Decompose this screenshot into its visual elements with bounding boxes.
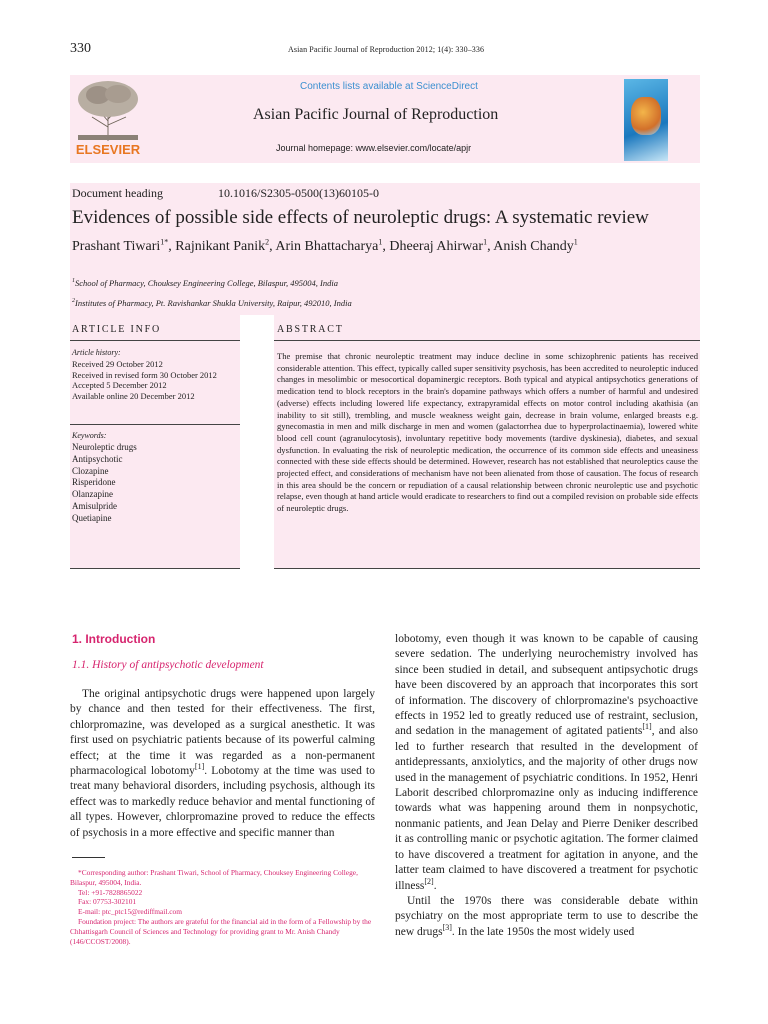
footnote-divider xyxy=(72,857,105,858)
email[interactable]: E-mail: ptc_ptc15@rediffmail.com xyxy=(78,907,182,917)
author-list: Prashant Tiwari$^{1*}$, Rajnikant Panik$^2$, Arin Bhattacharya$^1$, Dheeraj Ahirwar$^1$, Anish Chandy$^1$ xyxy=(72,237,578,254)
article-title: Evidences of possible side effects of neuroleptic drugs: A systematic review xyxy=(72,207,649,228)
journal-homepage[interactable]: Journal homepage: www.elsevier.com/locate/apjr xyxy=(276,143,472,153)
section-heading: 1. Introduction xyxy=(72,632,156,646)
paragraph xyxy=(395,894,698,940)
elsevier-logo xyxy=(70,77,146,157)
tree-icon xyxy=(70,77,146,143)
fax: Fax: 07753-302101 xyxy=(78,897,137,907)
divider xyxy=(70,568,240,569)
paragraph-text: , and also led to further research that resulted in the development of antidepressants, anxiolytics, and the majority of other drugs now used in the management of psychiatric conditions. In 1952, Henri Laborit described chlorpromazine only as inducing indifference towards what was happening around them in nonpsychotic, nonmanic patients, and Jean Delay and Pierre Deniker described it as controlling manic or psychotic agitation. The former claimed to have discovered a treatment for agitation in anyone, and the latter team claimed to have discovered a treatment for psychotic illness xyxy=(395,725,698,892)
keyword-list xyxy=(72,442,137,525)
affiliation-text: Institutes of Pharmacy, Pt. Ravishankar Shukla University, Raipur, 492010, India xyxy=(75,298,352,308)
paragraph-text: . In the late 1950s the most widely used xyxy=(451,925,635,938)
author-sup: 2 xyxy=(265,237,270,247)
author: Dheeraj Ahirwar xyxy=(389,239,484,254)
history-label: Article history: xyxy=(72,348,121,357)
journal-cover-image xyxy=(624,79,668,161)
affiliation-text: School of Pharmacy, Chouksey Engineering College, Bilaspur, 495004, India xyxy=(75,278,338,288)
paragraph-text: The original antipsychotic drugs were happened upon largely by chance and then tested for their effectiveness. The first, chlorpromazine, was developed as a surgical anesthetic. It was first used on psychiatric patients because of its powerful calming effect; at the time it was regarded as a non-permanent pharmacological lobotomy xyxy=(70,688,375,778)
keyword: Risperidone xyxy=(72,477,116,488)
author: Prashant Tiwari xyxy=(72,239,161,254)
paragraph-text: . xyxy=(433,879,437,892)
corresponding-author-note: *Corresponding author: Prashant Tiwari, School of Pharmacy, Chouksey Engineering College, Bilaspur, 495004, India. xyxy=(70,868,358,887)
keyword: Quetiapine xyxy=(72,512,112,523)
article-history xyxy=(72,359,217,401)
author-sup: 1 xyxy=(378,237,383,247)
keyword: Antipsychotic xyxy=(72,453,123,464)
paragraph xyxy=(70,687,375,841)
subsection-heading: 1.1. History of antipsychotic development xyxy=(72,659,264,671)
funding-note: Foundation project: The authors are grateful for the financial aid in the form of a Fellowship by the Chhattisgarh Council of Sciences and Technology for providing grant to Mr. Anish Chandy (146/CCOST/2008). xyxy=(70,916,372,946)
paragraph-text: Until the 1970s there was considerable debate within psychiatry on the most appropriate term to use to describe the new drugs xyxy=(395,894,698,938)
keyword: Neuroleptic drugs xyxy=(72,442,137,452)
doi[interactable]: 10.1016/S2305-0500(13)60105-0 xyxy=(218,186,379,200)
abstract-text: The premise that chronic neuroleptic treatment may induce decline in some schizophrenic patients has received considerable attention. This effect, typically called super sensitivity psychosis, has been accredited to neuroleptic induced changes in mesolimbic or mesocortical dopaminergic receptors. Both typical and atypical antipsychotics generations of medication tend to block receptors in the brain's dopamine pathways which offers a number of harmful and undesired (adverse) effects including lowered life expectancy, extrapyramidal effects on motor control including akathisia (an inability to sit still), trembling, and muscle weakness weight gain, decrease in brain volume, enlarged breasts e.g. gynecomastia in men and milk discharge in men and women (galactorrhea due to hyperprolactinaemia), lowered white blood cell count (agranulocytosis), involuntary repetitive body movements (tardive dyskinesia), diabetes, and sexual dysfunction. In evaluating the risk of neuroleptic medication, the occurrence of its common side effects and uneasiness connected with these side effects should be determined. However, research has not established that neuroleptics cause the projected effect, and considerations of mechanism have not been alienated from those of causation. The focus of research in this area should be the concern or repudiation of a causal relationship between chronic neuroleptic use and psychotic relapse, even though at hand article would eradicate to researchers to find out a compiled revision on probable side effects of neuroleptic drugs. xyxy=(277,351,698,514)
affiliation-sup: 2 xyxy=(72,298,75,305)
abstract-heading: ABSTRACT xyxy=(277,324,344,335)
paragraph xyxy=(395,632,698,894)
body-right-column xyxy=(395,632,698,940)
author-sup: 1* xyxy=(160,237,169,247)
paragraph-text: lobotomy, even though it was known to be capable of causing severe sedation. The underlying neurochemistry involved has since been studied in detail, and subsequent antipsychotic drugs have been discovered by an approach that incorporates this sort of information. The discovery of chlorpromazine's psychoactive effects in 1952 led to greatly reduced use of restraint, seclusion, and sedation in the management of agitated patients xyxy=(395,633,698,738)
keyword: Amisulpride xyxy=(72,500,117,511)
article-info-heading: ARTICLE INFO xyxy=(72,324,162,335)
body-left-column xyxy=(70,687,375,841)
citation-link[interactable]: [1] xyxy=(642,722,652,732)
affiliation-1 xyxy=(72,278,338,288)
divider xyxy=(70,424,240,425)
citation-link[interactable]: [1] xyxy=(194,762,205,772)
running-head: Asian Pacific Journal of Reproduction 2012; 1(4): 330–336 xyxy=(288,45,485,54)
divider xyxy=(274,568,700,569)
history-item: Available online 20 December 2012 xyxy=(72,390,195,401)
citation-link[interactable]: [3] xyxy=(442,922,452,932)
affiliation-sup: 1 xyxy=(72,278,75,285)
document-heading: Document heading xyxy=(72,186,163,200)
author-sup: 1 xyxy=(483,237,488,247)
telephone: Tel: +91-7828865022 xyxy=(78,887,143,897)
journal-title: Asian Pacific Journal of Reproduction xyxy=(253,106,499,123)
history-item: Accepted 5 December 2012 xyxy=(72,380,167,390)
author-sup: 1 xyxy=(573,237,578,247)
keyword: Olanzapine xyxy=(72,489,113,500)
page-number: 330 xyxy=(70,41,91,56)
keywords-label: Keywords: xyxy=(72,431,107,440)
author: Anish Chandy xyxy=(493,239,574,254)
footnotes xyxy=(70,868,375,946)
author: Arin Bhattacharya xyxy=(275,239,379,254)
history-item: Received 29 October 2012 xyxy=(72,359,163,369)
divider xyxy=(274,340,700,341)
keyword: Clozapine xyxy=(72,465,109,476)
affiliation-2 xyxy=(72,298,352,308)
history-item: Received in revised form 30 October 2012 xyxy=(72,369,217,380)
sciencedirect-link[interactable]: Contents lists available at ScienceDirect xyxy=(300,81,478,92)
publisher-name: ELSEVIER xyxy=(75,142,141,157)
paragraph-text: . Lobotomy at the time was used to treat many behavioral disorders, including psychosis, although its effect was to markedly reduce behavior and mental functioning of all types. However, chlorpromazine proved to reduce the effects of psychosis in a more effective and specific manner than xyxy=(70,765,375,839)
author: Rajnikant Panik xyxy=(175,239,266,254)
divider xyxy=(70,340,240,341)
citation-link[interactable]: [2] xyxy=(424,876,434,886)
